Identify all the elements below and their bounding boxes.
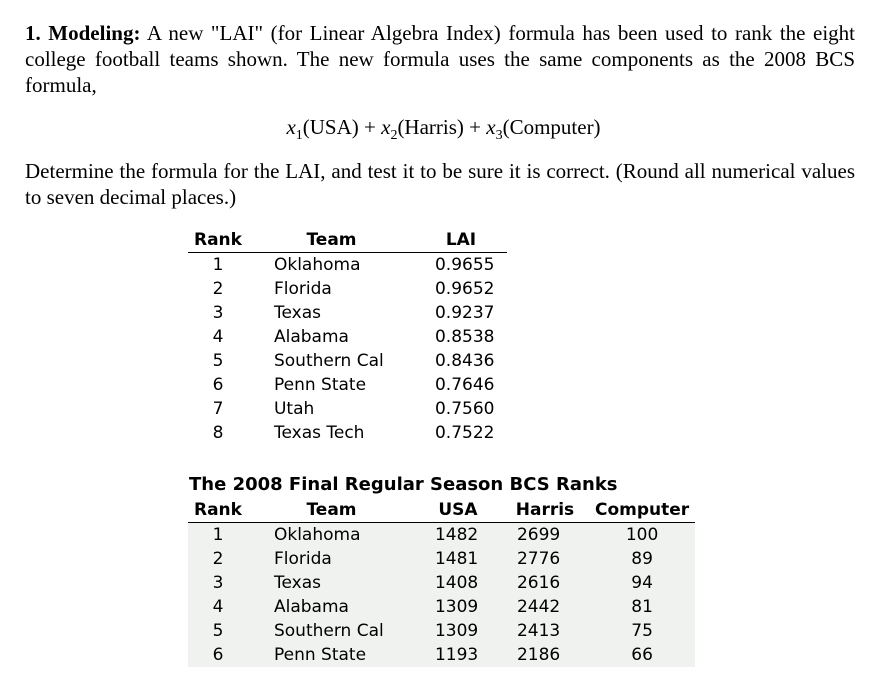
lai-cell: 0.7646 — [434, 375, 495, 395]
lai-header-team: Team — [306, 230, 357, 250]
team-cell: Alabama — [273, 597, 349, 617]
usa-cell: 1309 — [434, 597, 479, 617]
rank-cell: 5 — [212, 621, 224, 641]
bcs-header-computer: Computer — [594, 500, 690, 520]
team-cell: Southern Cal — [273, 621, 384, 641]
lai-header-lai: LAI — [445, 230, 477, 250]
problem-statement — [25, 20, 855, 98]
harris-cell: 2413 — [516, 621, 561, 641]
lai-formula — [0, 115, 887, 144]
formula-term-2: (Harris) — [397, 115, 464, 139]
formula-sub-2: 2 — [390, 128, 398, 144]
table-row — [188, 349, 507, 373]
formula-var-3: x — [486, 115, 496, 139]
formula-op-1: + — [358, 115, 382, 139]
rank-cell: 2 — [212, 549, 224, 569]
formula-term-3: (Computer) — [502, 115, 601, 139]
computer-cell: 66 — [631, 645, 653, 665]
harris-cell: 2699 — [516, 525, 561, 545]
rank-cell: 8 — [212, 423, 224, 443]
rank-cell: 3 — [212, 303, 224, 323]
team-cell: Texas — [273, 573, 321, 593]
team-cell: Oklahoma — [273, 525, 361, 545]
table-row — [188, 421, 507, 445]
problem-heading: Modeling: — [48, 21, 141, 45]
lai-cell: 0.7522 — [434, 423, 495, 443]
usa-cell: 1408 — [434, 573, 479, 593]
table-row — [188, 373, 507, 397]
team-cell: Oklahoma — [273, 255, 361, 275]
team-cell: Texas — [273, 303, 321, 323]
rank-cell: 5 — [212, 351, 224, 371]
problem-number: 1. — [25, 21, 41, 45]
rank-cell: 6 — [212, 375, 224, 395]
lai-cell: 0.9655 — [434, 255, 495, 275]
rank-cell: 1 — [212, 255, 224, 275]
rank-cell: 3 — [212, 573, 224, 593]
harris-cell: 2442 — [516, 597, 561, 617]
rank-cell: 6 — [212, 645, 224, 665]
formula-sub-1: 1 — [295, 128, 303, 144]
lai-cell: 0.7560 — [434, 399, 495, 419]
formula-term-1: (USA) — [302, 115, 359, 139]
bcs-header-team: Team — [306, 500, 357, 520]
bcs-table-title: The 2008 Final Regular Season BCS Ranks — [189, 474, 618, 495]
problem-instruction: Determine the formula for the LAI, and test it to be sure it is correct. (Round all numerical values to seven decimal places.) — [25, 159, 855, 209]
team-cell: Penn State — [273, 375, 367, 395]
table-row — [188, 325, 507, 349]
bcs-header-rank: Rank — [194, 500, 242, 520]
lai-header-rank: Rank — [194, 230, 242, 250]
usa-cell: 1309 — [434, 621, 479, 641]
team-cell: Florida — [273, 549, 332, 569]
computer-cell: 89 — [631, 549, 653, 569]
bcs-header-harris: Harris — [515, 500, 575, 520]
formula-var-2: x — [381, 115, 391, 139]
table-row — [188, 523, 695, 548]
formula-sub-3: 3 — [495, 128, 503, 144]
lai-cell: 0.9652 — [434, 279, 495, 299]
lai-header-row — [188, 228, 507, 253]
team-cell: Alabama — [273, 327, 349, 347]
lai-cell: 0.8538 — [434, 327, 495, 347]
rank-cell: 2 — [212, 279, 224, 299]
lai-cell: 0.9237 — [434, 303, 495, 323]
bcs-header-row — [188, 498, 695, 523]
table-row — [188, 571, 695, 595]
team-cell: Texas Tech — [273, 423, 365, 443]
harris-cell: 2616 — [516, 573, 561, 593]
usa-cell: 1481 — [434, 549, 479, 569]
harris-cell: 2776 — [516, 549, 561, 569]
rank-cell: 7 — [212, 399, 224, 419]
harris-cell: 2186 — [516, 645, 561, 665]
usa-cell: 1193 — [434, 645, 479, 665]
formula-var-1: x — [286, 115, 296, 139]
rank-cell: 1 — [212, 525, 224, 545]
usa-cell: 1482 — [434, 525, 479, 545]
table-row — [188, 253, 507, 278]
computer-cell: 81 — [631, 597, 653, 617]
bcs-table — [188, 498, 695, 667]
problem-paragraph — [25, 20, 855, 98]
lai-cell: 0.8436 — [434, 351, 495, 371]
table-row — [188, 547, 695, 571]
table-row — [188, 397, 507, 421]
table-row — [188, 643, 695, 667]
problem-intro: A new "LAI" (for Linear Algebra Index) formula has been used to rank the eight college football teams shown. The new formula uses the same components as the 2008 BCS formula, — [25, 21, 856, 97]
lai-table — [188, 228, 507, 445]
computer-cell: 75 — [631, 621, 653, 641]
team-cell: Florida — [273, 279, 332, 299]
rank-cell: 4 — [212, 327, 224, 347]
table-row — [188, 619, 695, 643]
table-row — [188, 277, 507, 301]
team-cell: Utah — [273, 399, 315, 419]
team-cell: Penn State — [273, 645, 367, 665]
bcs-header-usa: USA — [438, 500, 478, 520]
computer-cell: 100 — [625, 525, 659, 545]
computer-cell: 94 — [631, 573, 653, 593]
table-row — [188, 595, 695, 619]
formula-op-2: + — [463, 115, 487, 139]
rank-cell: 4 — [212, 597, 224, 617]
table-row — [188, 301, 507, 325]
team-cell: Southern Cal — [273, 351, 384, 371]
